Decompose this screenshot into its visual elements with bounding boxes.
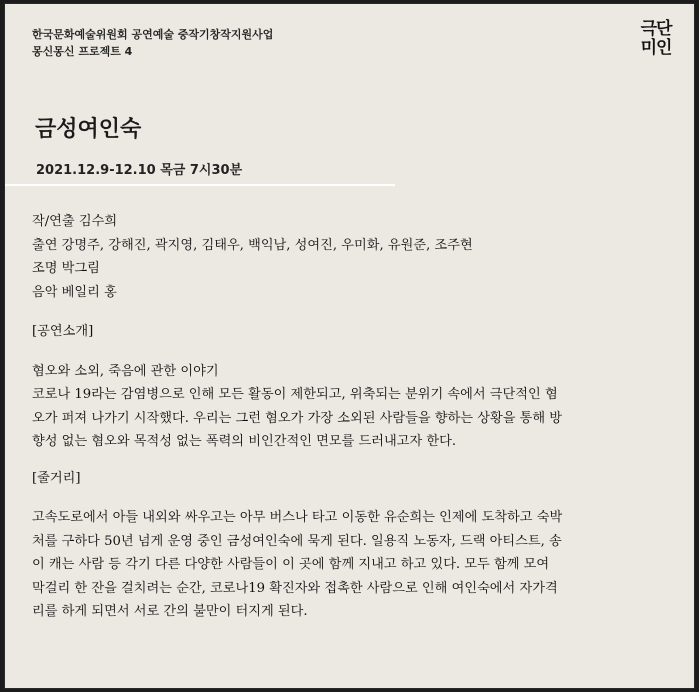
organizer-text: 한국문화예술위원회 공연예술 중작기창작지원사업: [32, 28, 274, 41]
credits: [32, 210, 672, 304]
poster-page: [4, 3, 695, 689]
synopsis-line: 막걸리 한 잔을 걸치려는 순간, 코로나19 확진자와 접촉한 사람으로 인해 여인숙에서 자가격: [32, 580, 558, 596]
synopsis-heading: [줄거리]: [32, 470, 81, 486]
credit-line: 조명 박그림: [32, 261, 100, 276]
intro-line: 코로나 19라는 감염병으로 인해 모든 활동이 제한되고, 위축되는 분위기 속에서 극단적인 혐: [32, 387, 558, 402]
credit-line: 출연 강명주, 강해진, 곽지영, 김태우, 백익남, 성여진, 우미화, 유원준, 조주현: [32, 237, 473, 253]
spacer: [32, 304, 672, 320]
synopsis-line: 처를 구하다 50년 넘게 운영 중인 금성여인숙에 묵게 된다. 일용직 노동자, 드랙 아티스트, 송: [32, 533, 562, 549]
intro-heading: [공연소개]: [32, 324, 94, 339]
intro-line: 향성 없는 혐오와 목적성 없는 폭력의 비인간적인 면모를 드러내고자 한다.: [32, 434, 457, 449]
credit-line: 작/연출 김수희: [32, 214, 118, 229]
synopsis-section: [32, 506, 672, 624]
spacer: [32, 454, 672, 467]
content-body: [32, 210, 672, 624]
intro-subtitle: 혐오와 소외, 죽음에 관한 이야기: [32, 363, 219, 379]
divider: [5, 184, 395, 186]
credit-line: 음악 베일리 홍: [32, 284, 117, 300]
project-text: 몽신몽신 프로젝트 4: [32, 45, 133, 58]
synopsis-line: 고속도로에서 아들 내외와 싸우고는 아무 버스나 타고 이동한 유순희는 인제에 도착하고 숙박: [32, 510, 563, 525]
synopsis-line: 이 캐는 사람 등 각기 다른 다양한 사람들이 이 곳에 함께 지내고 하고 있다. 모두 함께 모여: [32, 557, 550, 572]
header: [32, 26, 273, 60]
logo-line-2: 미인: [640, 38, 672, 58]
spacer: [32, 344, 672, 360]
intro-section: [32, 360, 672, 454]
troupe-logo: [634, 20, 678, 64]
synopsis-line: 리를 하게 되면서 서로 간의 불만이 터지게 된다.: [32, 604, 308, 619]
page-title: 금성여인숙: [35, 117, 142, 142]
spacer: [32, 490, 672, 506]
performance-date: 2021.12.9-12.10 목금 7시30분: [36, 163, 243, 178]
intro-line: 오가 퍼져 나가기 시작했다. 우리는 그런 혐오가 가장 소외된 사람들을 향하는 상황을 통해 방: [32, 410, 563, 426]
logo-line-1: 극단: [640, 19, 672, 39]
